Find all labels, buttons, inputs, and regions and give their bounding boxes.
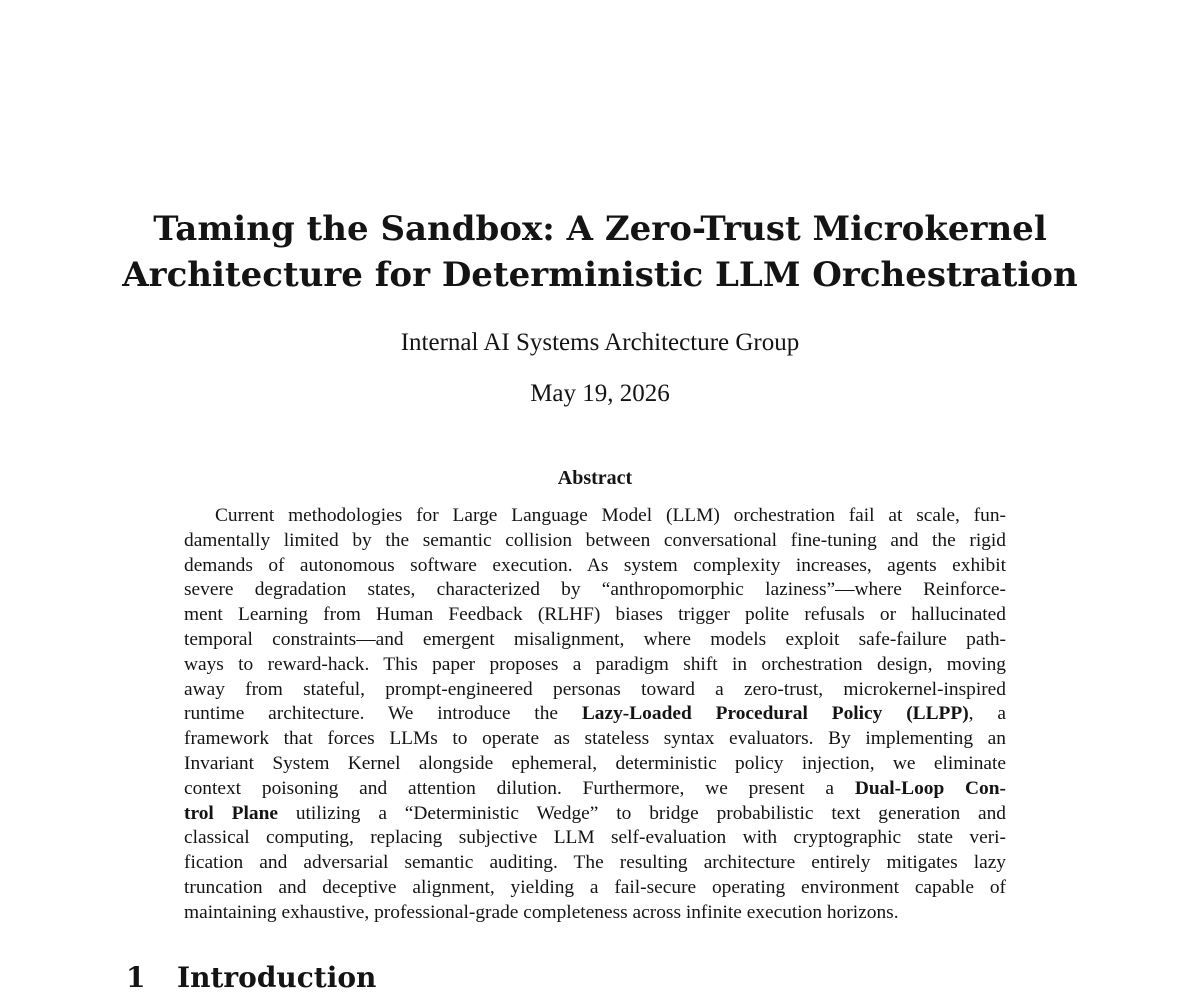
abstract-line: fication and adversarial semantic auditing. The resulting architecture entirely mitigates lazy: [184, 852, 1006, 874]
title-line-1: Taming the Sandbox: A Zero-Trust Microkernel: [153, 209, 1047, 249]
abstract-line-llpp: [184, 702, 1006, 727]
abstract-line: demands of autonomous software execution. As system complexity increases, agents exhibit: [184, 554, 1006, 576]
abstract-line: classical computing, replacing subjective LLM self-evaluation with cryptographic state veri-: [184, 827, 1006, 849]
abstract-body: [184, 504, 1006, 926]
abstract-line: damentally limited by the semantic collision between conversational fine-tuning and the rigid: [184, 529, 1006, 551]
abstract-heading: Abstract: [557, 467, 633, 489]
abstract-line: ment Learning from Human Feedback (RLHF) biases trigger polite refusals or hallucinated: [184, 604, 1006, 626]
author: Internal AI Systems Architecture Group: [400, 329, 800, 356]
date: May 19, 2026: [530, 380, 670, 407]
abstract-line-control-plane: [184, 802, 1006, 827]
dual-loop-term-part2: trol Plane: [184, 802, 278, 824]
llpp-term: Lazy-Loaded Procedural Policy (LLPP): [581, 703, 969, 725]
abstract-line: truncation and deceptive alignment, yielding a fail-secure operating environment capable of: [184, 876, 1006, 898]
abstract-line: ways to reward-hack. This paper proposes a paradigm shift in orchestration design, moving: [184, 653, 1006, 675]
abstract-text: context poisoning and attention dilution. Furthermore, we present a: [184, 777, 855, 799]
dual-loop-term-part1: Dual-Loop Con-: [854, 777, 1006, 799]
abstract-line: framework that forces LLMs to operate as stateless syntax evaluators. By implementing an: [184, 728, 1006, 750]
title-line-2: Architecture for Deterministic LLM Orchestration: [122, 255, 1078, 295]
abstract-line: away from stateful, prompt-engineered personas toward a zero-trust, microkernel-inspired: [184, 678, 1006, 700]
abstract-line: maintaining exhaustive, professional-grade completeness across infinite execution horizons.: [184, 901, 899, 923]
section-heading-introduction: [126, 960, 376, 996]
abstract-text: , a: [968, 703, 1006, 725]
abstract-line: Invariant System Kernel alongside ephemeral, deterministic policy injection, we eliminate: [184, 752, 1006, 774]
section-title: Introduction: [177, 961, 377, 994]
section-number: 1: [126, 961, 146, 994]
abstract-text: runtime architecture. We introduce the: [184, 703, 582, 725]
abstract-line-dual-loop: [184, 777, 1006, 802]
abstract-line: severe degradation states, characterized by “anthropomorphic laziness”—where Reinforce-: [184, 579, 1006, 601]
abstract-line: temporal constraints—and emergent misalignment, where models exploit safe-failure path-: [184, 628, 1006, 650]
paper-title: [100, 206, 1100, 298]
abstract-line: Current methodologies for Large Language Model (LLM) orchestration fail at scale, fun-: [215, 505, 1006, 526]
abstract-text: utilizing a “Deterministic Wedge” to bridge probabilistic text generation and: [277, 802, 1006, 824]
